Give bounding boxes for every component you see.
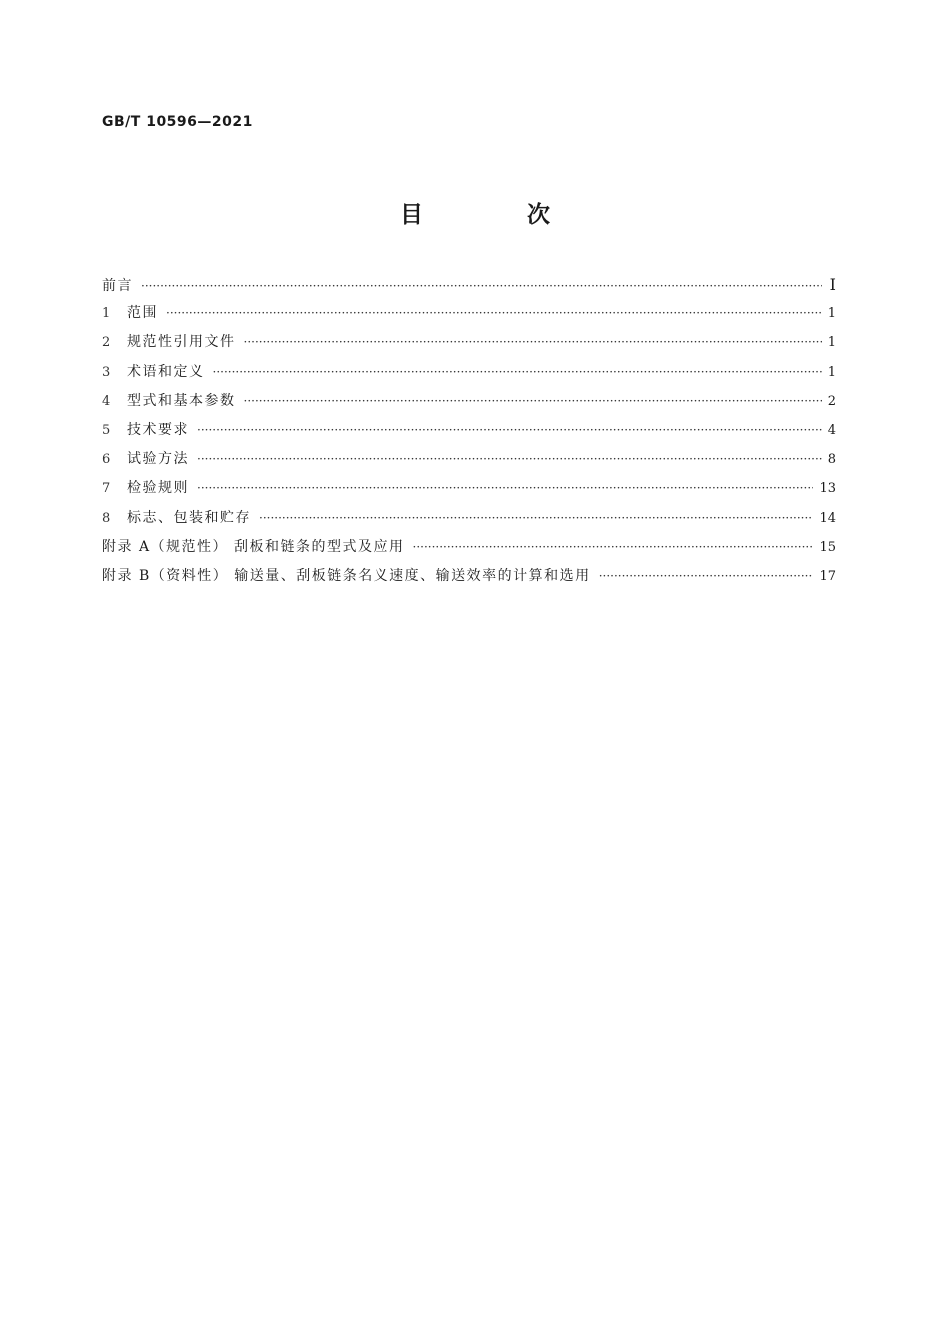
- toc-entry-page: Ⅰ: [829, 275, 836, 294]
- toc-entry-label: 前言: [102, 278, 133, 294]
- toc-entry-page: 13: [819, 481, 836, 497]
- toc-entry-number: 1: [102, 306, 111, 322]
- toc-entry-page: 14: [819, 510, 836, 526]
- toc-entry-page: 1: [827, 335, 836, 351]
- toc-entry-number: 4: [102, 393, 111, 409]
- toc-dot-leader: [213, 358, 822, 387]
- toc-dot-leader: [197, 445, 822, 474]
- toc-dot-leader: [197, 474, 813, 503]
- toc-entry-annex-b[interactable]: [102, 562, 836, 591]
- toc-dot-leader: [166, 299, 822, 328]
- toc-entry-label: 范围: [127, 305, 158, 322]
- toc-dot-leader: [413, 533, 814, 562]
- toc-entry-label: 规范性引用文件: [127, 334, 236, 351]
- toc-entry-terms-definitions[interactable]: [102, 358, 836, 387]
- toc-entry-page: 2: [827, 393, 836, 409]
- toc-entry-label: 标志、包装和贮存: [127, 509, 251, 526]
- toc-entry-page: 1: [827, 364, 836, 380]
- toc-entry-page: 8: [827, 452, 836, 468]
- toc-dot-leader: [197, 416, 822, 445]
- toc-entry-page: 17: [819, 568, 836, 584]
- toc-dot-leader: [141, 272, 822, 301]
- toc-entry-number: 5: [102, 422, 111, 438]
- toc-entry-marking-packaging-storage[interactable]: [102, 504, 836, 533]
- toc-entry-page: 15: [819, 539, 836, 555]
- toc-entry-inspection-rules[interactable]: [102, 474, 836, 503]
- toc-entry-foreword[interactable]: [102, 270, 836, 299]
- toc-dot-leader: [244, 387, 822, 416]
- toc-entry-number: 8: [102, 510, 111, 526]
- toc-entry-number: 6: [102, 452, 111, 468]
- toc-entry-label: 术语和定义: [127, 363, 205, 380]
- standard-code: GB/T 10596—2021: [102, 114, 253, 130]
- toc-entry-page: 4: [827, 422, 836, 438]
- toc-title: 目 次: [399, 202, 598, 228]
- toc-entry-number: 3: [102, 364, 111, 380]
- toc-entry-page: 1: [827, 306, 836, 322]
- toc-entry-annex-a[interactable]: [102, 533, 836, 562]
- table-of-contents: [102, 270, 836, 591]
- toc-entry-technical-requirements[interactable]: [102, 416, 836, 445]
- toc-entry-label: 型式和基本参数: [127, 392, 236, 409]
- toc-entry-label: 检验规则: [127, 480, 189, 497]
- toc-entry-types-parameters[interactable]: [102, 387, 836, 416]
- toc-entry-label: 技术要求: [127, 421, 189, 438]
- toc-entry-label: 附录 B（资料性） 输送量、刮板链条名义速度、输送效率的计算和选用: [102, 567, 591, 584]
- toc-entry-label: 试验方法: [127, 451, 189, 468]
- toc-entry-test-methods[interactable]: [102, 445, 836, 474]
- toc-dot-leader: [599, 562, 814, 591]
- toc-entry-normative-references[interactable]: [102, 328, 836, 357]
- toc-dot-leader: [244, 328, 822, 357]
- toc-entry-label: 附录 A（规范性） 刮板和链条的型式及应用: [102, 538, 405, 555]
- toc-entry-number: 7: [102, 481, 111, 497]
- toc-entry-scope[interactable]: [102, 299, 836, 328]
- toc-entry-number: 2: [102, 335, 111, 351]
- toc-dot-leader: [259, 504, 813, 533]
